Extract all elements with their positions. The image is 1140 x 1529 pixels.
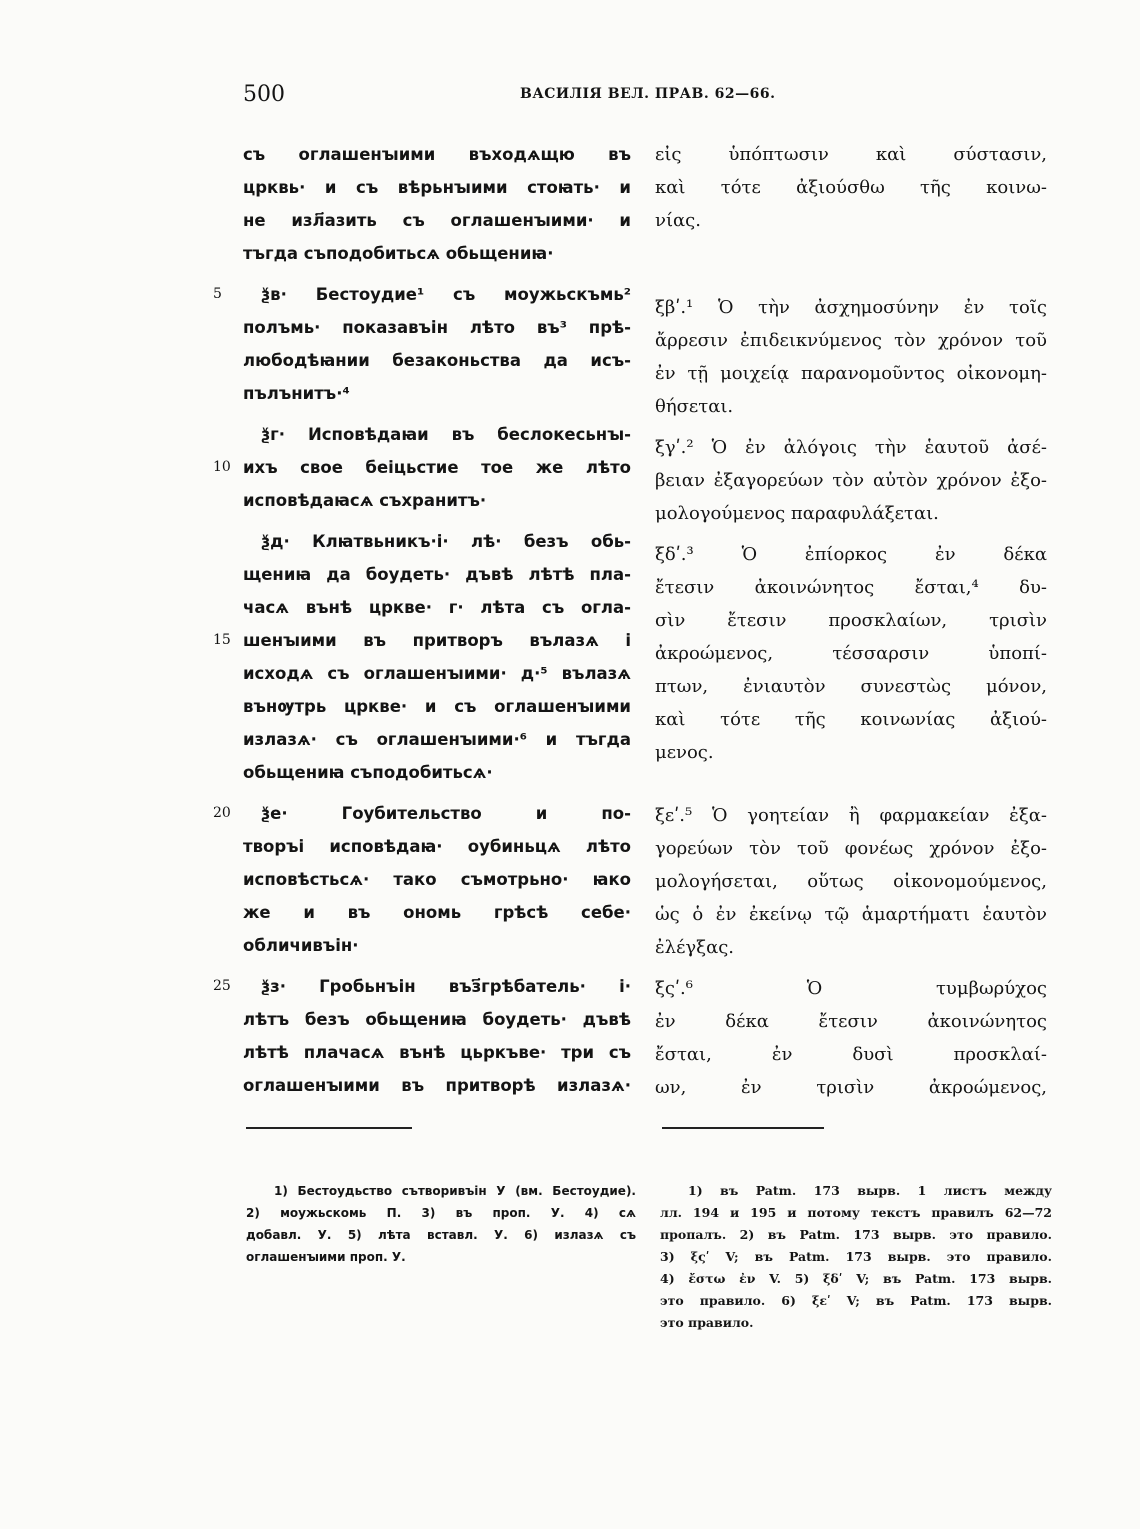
- greek-line: καὶ τότε τῆς κοινωνίας ἀξιού-: [655, 709, 1047, 730]
- slavonic-line: обьщениꙗ съподобитьсѧ·: [243, 763, 493, 782]
- slavonic-text: ѯв· Бестоудие¹ съ моужьскъмь²: [261, 285, 631, 304]
- footnote-rule: [662, 1127, 824, 1129]
- greek-line: ἔτεσιν ἀκοινώνητος ἔσται,⁴ δυ-: [655, 577, 1047, 598]
- line-number: 20: [213, 805, 231, 821]
- slavonic-line: же и въ ономь грѣсѣ себе·: [243, 903, 631, 922]
- greek-line: βειαν ἐξαγορεύων τὸν αὐτὸν χρόνον ἐξο-: [655, 470, 1047, 491]
- greek-line: γορεύων τὸν τοῦ φονέως χρόνον ἐξο-: [655, 838, 1047, 859]
- slavonic-line: любодѣꙗнии безаконьства да исъ-: [243, 351, 631, 370]
- greek-line: μολογήσεται, οὕτως οἰκονομούμενος,: [655, 871, 1047, 892]
- greek-line: μενος.: [655, 742, 714, 763]
- greek-line: ἔσται, ἐν δυσὶ προσκλαί-: [655, 1044, 1047, 1065]
- slavonic-line: црквь· и съ вѣрьнꙑими стоꙗть· и: [243, 178, 631, 197]
- slavonic-line: [213, 451, 631, 484]
- greek-line: ξβʹ.¹ Ὁ τὴν ἀσχημοσύνην ἐν τοῖς: [655, 297, 1047, 318]
- slavonic-line: лѣтъ безъ обьщениꙗ боудеть· дъвѣ: [243, 1010, 631, 1029]
- page-number: 500: [243, 82, 285, 107]
- greek-column: [655, 138, 1047, 1104]
- slavonic-line: часѧ вънѣ цркве· г· лѣта съ огла-: [243, 598, 631, 617]
- greek-line: ἄρρεσιν ἐπιδεικνύμενος τὸν χρόνον τοῦ: [655, 330, 1047, 351]
- slavonic-line: лѣтѣ плачасѧ вънѣ цьркъве· три съ: [243, 1043, 631, 1062]
- slavonic-line: пълънитъ·⁴: [243, 384, 350, 403]
- greek-line: εἰς ὑπόπτωσιν καὶ σύστασιν,: [655, 144, 1047, 165]
- slavonic-line: не изл҃азить съ оглашенꙑими· и: [243, 211, 631, 230]
- slavonic-line: [213, 797, 631, 830]
- running-title: ВАСИЛІЯ ВЕЛ. ПРАВ. 62—66.: [520, 86, 776, 102]
- line-number: 10: [213, 459, 231, 475]
- footnote-line: это правило. 6) ξεʹ V; въ Patm. 173 вырв.: [660, 1293, 1052, 1308]
- slavonic-line: съ оглашенꙑими въходѧщю въ: [243, 145, 631, 164]
- footnote-line: оглашенꙑими проп. У.: [246, 1250, 406, 1264]
- slavonic-column: [213, 138, 631, 1102]
- footnote-line: 3) ξςʹ V; въ Patm. 173 вырв. это правило.: [660, 1249, 1052, 1264]
- slavonic-line: творъі исповѣдаꙗ· оубиньцѧ лѣто: [243, 837, 631, 856]
- greek-line: πτων, ἐνιαυτὸν συνεστὼς μόνον,: [655, 676, 1047, 697]
- greek-line: σὶν ἔτεσιν προσκλαίων, τρισὶν: [655, 610, 1047, 631]
- greek-line: ξδʹ.³ Ὁ ἐπίορκος ἐν δέκα: [655, 544, 1047, 565]
- slavonic-text: ихъ свое беіцьстие тое же лѣто: [243, 458, 631, 477]
- greek-line: ξγʹ.² Ὁ ἐν ἀλόγοις τὴν ἑαυτοῦ ἀσέ-: [655, 437, 1047, 458]
- slavonic-line: полъмь· показавъін лѣто въ³ прѣ-: [243, 318, 631, 337]
- greek-line: καὶ τότε ἀξιούσθω τῆς κοινω-: [655, 177, 1047, 198]
- slavonic-line: излазѧ· съ оглашенꙑими·⁶ и тъгда: [243, 730, 631, 749]
- slavonic-line: ѯд· Клꙗтвьникъ·і· лѣ· безъ обь-: [261, 532, 631, 551]
- footnote-line: это правило.: [660, 1315, 754, 1330]
- slavonic-line: исповѣдаꙗсѧ съхранитъ·: [243, 491, 487, 510]
- greek-line: ων, ἐν τρισὶν ἀκροώμενος,: [655, 1077, 1047, 1098]
- slavonic-line: исповѣстьсѧ· тако съмотрьно· ꙗко: [243, 870, 631, 889]
- footnote-line: добавл. У. 5) лѣта вставл. У. 6) излазѧ съ: [246, 1228, 636, 1242]
- greek-line: ξεʹ.⁵ Ὁ γοητείαν ἢ φαρμακείαν ἐξα-: [655, 805, 1047, 826]
- slavonic-text: ѯз· Гробьнъін въз҃грѣбатель· і·: [261, 977, 631, 996]
- footnote-line: 1) въ Patm. 173 вырв. 1 листъ между: [688, 1183, 1052, 1198]
- greek-line: ἐλέγξας.: [655, 937, 735, 958]
- slavonic-line: щениꙗ да боудеть· дъвѣ лѣтѣ пла-: [243, 565, 631, 584]
- greek-line: μολογούμενος παραφυλάξεται.: [655, 503, 939, 524]
- footnote-rule: [246, 1127, 412, 1129]
- line-number: 25: [213, 978, 231, 994]
- line-number: 15: [213, 632, 231, 648]
- slavonic-line: обличивъін·: [243, 936, 359, 955]
- slavonic-text: шенꙑими въ притворъ вълазѧ і: [243, 631, 631, 650]
- footnote-line: 4) ἔστω ἐν V. 5) ξδʹ V; въ Patm. 173 вырв.: [660, 1271, 1052, 1286]
- footnotes-slavonic: [246, 1180, 636, 1268]
- footnote-line: 1) Бестоудьство сътворивъін У (вм. Бестоудие).: [274, 1184, 636, 1198]
- slavonic-line: ѯг· Исповѣдаꙗи въ беслокесьнꙑ-: [261, 425, 631, 444]
- footnote-line: 2) моужьскомь П. 3) въ проп. У. 4) сѧ: [246, 1206, 636, 1220]
- line-number: 5: [213, 286, 222, 302]
- footnotes-greek: [660, 1180, 1052, 1334]
- greek-line: ξςʹ.⁶ Ὁ τυμβωρύχος: [655, 978, 1047, 999]
- greek-line: ὡς ὁ ἐν ἐκείνῳ τῷ ἁμαρτήματι ἑαυτὸν: [655, 904, 1047, 925]
- slavonic-line: вънѹтрь цркве· и съ оглашенꙑими: [243, 697, 631, 716]
- slavonic-text: ѯе· Гоубительство и по-: [261, 804, 631, 823]
- slavonic-line: оглашенꙑими въ притворѣ излазѧ·: [243, 1076, 631, 1095]
- greek-line: ἀκροώμενος, τέσσαρσιν ὑποπί-: [655, 643, 1047, 664]
- greek-line: ἐν τῇ μοιχείᾳ παρανομοῦντος οἰκονομη-: [655, 363, 1047, 384]
- greek-line: νίας.: [655, 210, 701, 231]
- greek-line: θήσεται.: [655, 396, 734, 417]
- slavonic-line: [213, 970, 631, 1003]
- footnote-line: пропалъ. 2) въ Patm. 173 вырв. это правило.: [660, 1227, 1052, 1242]
- slavonic-line: [213, 278, 631, 311]
- slavonic-line: [213, 624, 631, 657]
- slavonic-line: тъгда съподобитьсѧ обьщениꙗ·: [243, 244, 554, 263]
- footnote-line: лл. 194 и 195 и потому текстъ правилъ 62—72: [660, 1205, 1052, 1220]
- greek-line: ἐν δέκα ἔτεσιν ἀκοινώνητος: [655, 1011, 1047, 1032]
- slavonic-line: исходѧ съ оглашенꙑими· д·⁵ вълазѧ: [243, 664, 631, 683]
